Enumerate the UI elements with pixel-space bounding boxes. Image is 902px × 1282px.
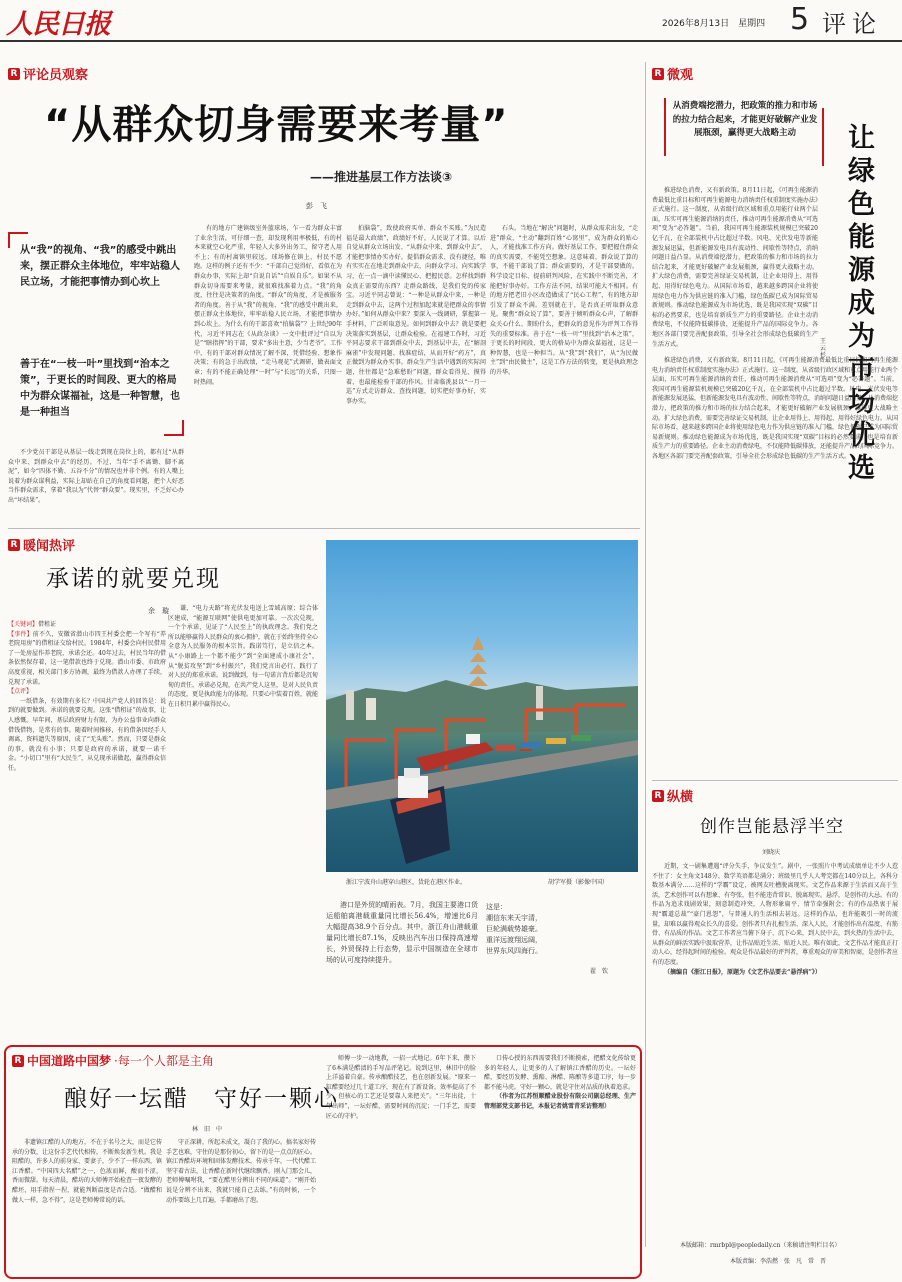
poem-line: 世界东风四海行。 xyxy=(486,947,542,955)
series-label: ·每一个人都是主角 xyxy=(114,1054,214,1068)
bottom-col-1 xyxy=(12,1138,162,1274)
paragraph: 拍脑袋”，致使政府买单、群众不买账。”为民造福是最大政绩”，政绩好不好，人民说了才算。以后自觉从群众立场出发、“从群众中来、到群众中去”，才能把事情办实办好。提倡群众需求、没有捷径，唯有实实在在地走到群众中去，向群众学习、向实践学习，在一点一滴中读懂民心、把握民意。怎样找到群众真正需要的东西？走群众路线，是我们党的传家宝。习近平同志曾说：“一种是从群众中来，一种是走到群众中去，这两个过程加起来就是把群众的事情办好。”如何从群众中来？要深入一线调研，掌握第一手材料，广泛听取意见。如何到群众中去？就是要把决策落实到基层，让群众检验。在福建工作时，习近平同志要求干部到群众中去，到基层中去，在“解剖麻雀”中发现问题、找准症结，从而开好“药方”，真正做到为群众办实事。群众生产生活中遇到的实际问题，往往都是“急难愁盼”问题，群众看得见、摸得着，也最能检验干部的作风。甘肃临洮县以“一月一巡”方式走访群众、查找问题，切实把好事办好，实事办实。 xyxy=(346,225,486,405)
top-col-2 xyxy=(194,224,342,524)
port-photo-illustration xyxy=(326,540,638,872)
right-pullquote-bracket-r xyxy=(822,108,824,166)
top-col-4 xyxy=(490,224,638,524)
bottom-author: 林 旧 中 xyxy=(192,1126,223,1133)
column-divider xyxy=(645,62,646,1247)
paragraph: 非遗镇江醋的人的地方，不在于名号之大，而是它传承的分数，让这份手艺代代相传，不断焕发新生机。我是阻醋的，许多人的前身家、要妻子，少不了一样东西，镇江香醋。“中国四大名醋”之一，色浓而鲜，酸而不涩，香而微甜。每天清晨，醋坊的大师傅开始检查一夜发酵的醋坯，用手指捏一捏，就能判断温度是否合适。“做醋和做人一样，急不得”，这是老师傅常说的话。 xyxy=(12,1139,162,1204)
top-col-3 xyxy=(346,224,486,524)
masthead xyxy=(0,0,902,44)
paragraph: 港口是外贸的晴雨表。7月，我国主要港口货运船舶离港载重量同比增长56.4%，增速比6月大幅提高38.9个百分点。其中，浙江舟山港载重量同比增长87.1%，反映出汽车出口保持高速增长，外贸保持上行态势，显示中国制造在全球市场的认可度持续提升。 xyxy=(326,901,478,964)
paragraph: 师傅一步一动地教，一招一式地记。6年下来，攒下了6本满是醋渍的手写品评笔记。说到这里，林旧中的脸上洋溢着自豪。传承酿醋技艺，也在创新发展。“原来一缸醋要经过几十道工序，现在有了新设备，效率提高了不少，但核心的工艺还是要靠人来把关”。“三年出徒，十年出师”，一坛好醋，需要时间的沉淀；一门手艺，需要匠心的守护。 xyxy=(326,1055,476,1120)
right-bottom-headline: 创作岂能悬浮半空 xyxy=(700,817,844,837)
author-note: （作者为江苏恒顺醋业股份有限公司副总经理、生产管理部党支部书记，本报记者姚雪青采访整理） xyxy=(484,1093,636,1110)
right-pullquote-bracket xyxy=(664,98,666,156)
event-label: 【事件】 xyxy=(8,630,33,638)
event-block xyxy=(8,630,166,688)
port-text xyxy=(326,900,478,1040)
section-label-text: 纵横 xyxy=(667,790,694,805)
issue-date: 2026年8月13日 星期四 xyxy=(662,19,766,29)
paragraph: 近期，文一剧集遭遇“评分失手，争议发生”。剧中，一张照片中考试成绩单让不少人惹不住了：女主角文148分、数学英语都是满分；班级里几乎人人考完都在140分以上，各科分数基本满分……这样的“学霸”设定，被网友吐槽脱离现实。文艺作品来源于生活而又高于生活，艺术创作可以有想象、有夸张，但不能违背常识、脱离现实。悬浮，是创作的大忌。有的作品为追求戏剧效果，刻意制造冲突，人物形象扁平、情节牵强附会；有的作品热衷于展现“霸道总裁”“豪门恩怨”，与普通人的生活相去甚远。这样的作品，也许能吸引一时的流量，却难以赢得观众长久的喜爱。创作者只有扎根生活、深入人民，才能创作出有温度、有筋骨、有品质的作品。文艺工作者应当俯下身子、沉下心来，到人民中去，到火热的生活中去，从群众的鲜活实践中汲取营养，让作品贴近生活、贴近人民。唯有如此，文艺作品才能真正打动人心，经得起时间的检验。观众是作品最好的评判者，尊重观众的审美和智商，是创作者应有的态度。 xyxy=(652,863,898,966)
section-label-text: 评论员观察 xyxy=(23,68,89,83)
page-name: 评论 xyxy=(822,10,882,38)
right-rule xyxy=(652,780,898,781)
pullquote-bracket-bottom xyxy=(164,434,184,436)
paragraph: 有的地方广建镇级室外篮球场，乍一看为群众丰富了业余生活，可仔细一查，却发现利用率极低，有的村本来就空心化严重，年轻人大多外出务工，留守老人用不上；有的村离镇里较远，球场修在镇上，村民不愿跑。这样的例子还有不少：“千部自己觉得好，看似在为群众办事，实际上却“自说自话”“自娱自乐”。如果不从群众切身需要来考量，就很难找准着力点。“我”的角度，往往是决策者的角度。“群众”的角度，才是被服务者的角度。善于从“我”的视角、“我”的感受中跳出来，摆正群众主体地位，牢牢站稳人民立场，才能把事情办到心坎上。为什么有的干部喜欢“拍脑袋”？上世纪90年代，习近平同志在《从政杂谈》一文中批评过“自以为是”“瞎指挥”的干部，要求“多出主意，少当老爷”。工作中，有的干部对群众情况了解不深，凭借经验、想象作决策；有的急于出政绩，“走马观花”式调研，做表面文章；有的不能正确处理“一时”与“长远”的关系，只图一时热闹。 xyxy=(194,225,342,386)
newspaper-logo: 人民日报 xyxy=(6,9,110,40)
poem-line: 这是： xyxy=(486,903,507,911)
poem-line: 潮信东来天宇清， xyxy=(486,914,542,922)
section-label-text: 中国道路中国梦 xyxy=(27,1054,112,1068)
paragraph: 不少党员干部是从基层一线走到现在岗位上的，都有过“从群众中来、到群众中去”的经历。不过，当年“手不离锄、脚不离泥”，如今“四体不勤、五谷不分”的情况也并非个例。有的人嘴上说着为群众谋利益，实际上却站在自己的角度看问题，把个人好恶当作群众需求，拿着“我以为”代替“群众要”。现实里，不乏好心办出“坏结果”。 xyxy=(8,449,184,504)
bottom-col-3 xyxy=(326,1054,476,1274)
r-badge-icon: R xyxy=(8,68,20,80)
top-col-1 xyxy=(8,448,184,528)
section-label-micro xyxy=(652,64,693,83)
comment-label: 【点评】 xyxy=(8,688,33,696)
paragraph: 石头。当地在“解决”问题时，从群众需求出发，“走进”群众，“主动”翻到百姓“心窝里”，成为群众的贴心人，才能找准工作方向。做好基层工作，要把握住群众的真实需要，不能凭空想象。这意味着，群众说了算的事，不能干部说了算；群众需要的，才是干部要做的。科学设定目标、提前研判风险，在实践中不断完善，才能把好事办好。工作方法不同，结果可能大不相同。有的地方把老旧小区改造做成了“民心工程”，有的地方却引发了群众不满。差别就在于，是否真正听取群众意见。聚焦“群众说了算”，要善于倾听群众心声，了解群众关心什么、期盼什么，把群众的意见作为评判工作得失的重要标准。善于在“一枝一叶”里找到“治本之策”，于更长的时间段、更大的格局中为群众谋福祉，这是一种智慧，也是一种担当。从“我”到“我们”，从“为民做主”到“由民做主”，这是工作方法的转变，更是执政理念的升华。 xyxy=(490,225,638,376)
port-photo xyxy=(326,540,638,872)
section-label-text: 暖闻热评 xyxy=(23,539,76,554)
right-top-body-a xyxy=(652,186,818,352)
pullquote-bracket-left xyxy=(8,232,10,248)
pullquote-2: 善于在“一枝一叶”里找到“治本之策”，于更长的时间段、更大的格局中为群众谋福祉，这是一种智慧，也是一种担当 xyxy=(20,359,180,418)
right-top-body-b xyxy=(652,356,898,776)
masthead-rule xyxy=(0,40,902,42)
section-label-vertical xyxy=(652,786,693,805)
poem-author: 翟 钦 xyxy=(590,968,609,975)
top-article-rule xyxy=(8,528,640,529)
pullquote-bracket-top xyxy=(8,232,28,234)
poem-line: 重洋远渡翔远阔， xyxy=(486,936,542,944)
paragraph: 推进绿色消费，又有新政策。8月11日起，《可再生能源消费最低比重目标和可再生能源电力消纳责任权重制度实施办法》正式施行。这一制度，从省级行政区域和重点用能行业两个层面，压实可再生能源消纳的责任，推动可再生能源消费从“可选项”变为“必答题”。当前，我国可再生能源装机规模已突破20亿千瓦，在全部装机中占比超过半数。风电、光伏发电等新能源发展迅猛，但新能源发电具有波动性、间歇性等特点，消纳问题日益凸显。从消费端挖潜力，把政策的推力和市场的拉力结合起来，才能更好破解产业发展瓶颈，赢得更大战略主动。扩大绿色消费，需要完善绿证交易机制，让企业用得上、用得起、用得好绿色电力。从国际市场看，越来越多跨国企业将使用绿色电力作为供应链的准入门槛，绿色低碳已成为国际贸易新规则。推动绿色能源成为市场优选，既是我国实现“双碳”目标的必然要求，也是培育新质生产力的重要路径。企业主动消费绿电，不仅能降低碳排放，还能提升产品的国际竞争力。各地区各部门要完善配套政策，引导全社会形成绿色低碳的生产生活方式。 xyxy=(652,357,898,460)
left-headline: 承诺的就要兑现 xyxy=(46,566,221,592)
event-text: 前不久，安徽省潜山市四王村委会把一个写有“养老院用房”的借租证交给村民。1984年，村委会向村民借用了一处房屋作养老院，承诺会还。40年过去，村民当年的借条依然保存着，这一笔借款也终于兑现。潜山市委、市政府高度重视，相关部门多方协调，最终为借款人办理了手续，兑现了承诺。 xyxy=(8,630,166,686)
bottom-headline: 酿好一坛醋 守好一颗心 xyxy=(64,1086,339,1112)
right-bottom-author: 刘晓庆 xyxy=(762,849,781,856)
left-col-1 xyxy=(8,620,166,1040)
poem-line: 巨轮满载势雄豪。 xyxy=(486,925,542,933)
right-pullquote: 从消费端挖潜力，把政策的推力和市场的拉力结合起来，才能更好破解产业发展瓶颈，赢得更大战略主动 xyxy=(672,101,818,138)
r-badge-icon: R xyxy=(652,68,664,80)
right-bottom-body xyxy=(652,862,898,1232)
page-number: 5 xyxy=(790,2,810,37)
bottom-col-4 xyxy=(484,1054,636,1274)
keywords-value: 借租证 xyxy=(38,621,57,628)
photo-credit: 胡学军摄（影像中国） xyxy=(548,879,609,886)
source-note: （摘编自《浙江日报》，原题为《文艺作品要去“悬浮病”》） xyxy=(664,968,821,976)
comment-text: 一纸借条，有效期有多长？中国共产党人的回答是：说到的就要做到。承诺的就要兑现。这张“借租证”的故事，让人感慨。早年间，基层政府财力有限，为办公益事业向群众借钱借物，是常有的事。随着时间推移，有的借条因经手人调离、资料遗失等原因，成了“无头账”。然而，只要是群众的事，就没有小事；只要是政府的承诺，就要一诺千金。“小切口”里有“大民生”，从兑现承诺做起，赢得群众信任。 xyxy=(8,697,166,772)
section-label-text: 微观 xyxy=(667,68,694,83)
top-author: 彭 飞 xyxy=(306,202,327,210)
footer-editors: 本版责编：李浩燃 张 凡 常 晋 xyxy=(730,1258,827,1265)
paragraph: 口传心授的东西需要我们不断摸索，把醋文化传给更多的年轻人，让更多的人了解镇江香醋的历史。一坛好醋，要经历发酵、熏醅、淋醋、陈酿等多道工序，每一步都不能马虎。守好一颗心，就是守住对品质的执着追求。 xyxy=(484,1055,636,1091)
top-headline: “从群众切身需要来考量” xyxy=(44,102,509,148)
section-label-warm xyxy=(8,535,75,554)
paragraph: 守正深耕，所起未成文，凝白了我的心。搞名家好传手艺也难，守住的是那份初心，留下的是一点点的匠心。镇江香醋坊环境和固体发酵技术，传承千年，一代代醋工坚守着古法，让香醋在新时代继续飘香。刚入门那会儿，老师傅嘱咐我，“要在醋里分辨出不同的味道”。“刚开始说是分辨不出来，我就只能自己去练。”有的时候，一个动作要练上几百遍，手都磨出了泡。 xyxy=(166,1139,316,1204)
pullquote-1: 从“我”的视角、“我”的感受中跳出来，摆正群众主体地位，牢牢站稳人民立场，才能把事情办到心坎上 xyxy=(20,245,180,288)
r-badge-icon: R xyxy=(652,790,664,802)
keywords-line xyxy=(8,620,166,630)
poem xyxy=(486,902,636,957)
r-badge-icon: R xyxy=(8,539,20,551)
right-top-headline: 让绿色能源成为市场优选 xyxy=(848,123,875,484)
bottom-col-2 xyxy=(166,1138,316,1274)
section-label-commentary xyxy=(8,64,88,83)
r-badge-icon: R xyxy=(12,1055,24,1067)
keywords-label: 【关键词】 xyxy=(8,621,39,628)
right-top-author: 王云杉 xyxy=(820,338,827,359)
left-col-2 xyxy=(168,604,318,1040)
top-subhead: ——推进基层工作方法谈③ xyxy=(310,170,453,184)
photo-caption: 浙江宁波舟山港穿山港区，货轮在港区作业。 xyxy=(346,879,467,886)
paragraph: 推进绿色消费，又有新政策。8月11日起，《可再生能源消费最低比重目标和可再生能源电力消纳责任权重制度实施办法》正式施行。这一制度，从省级行政区域和重点用能行业两个层面，压实可再生能源消纳的责任，推动可再生能源消费从“可选项”变为“必答题”。当前，我国可再生能源装机规模已突破20亿千瓦，在全部装机中占比超过半数。风电、光伏发电等新能源发展迅猛，但新能源发电具有波动性、间歇性等特点，消纳问题日益凸显。从消费端挖潜力，把政策的推力和市场的拉力结合起来，才能更好破解产业发展瓶颈，赢得更大战略主动。扩大绿色消费，需要完善绿证交易机制，让企业用得上、用得起、用得好绿色电力。从国际市场看，越来越多跨国企业将使用绿色电力作为供应链的准入门槛，绿色低碳已成为国际贸易新规则。推动绿色能源成为市场优选，既是我国实现“双碳”目标的必然要求，也是培育新质生产力的重要路径。企业主动消费绿电，不仅能降低碳排放，还能提升产品的国际竞争力。各地区各部门要完善配套政策，引导全社会形成绿色低碳的生产生活方式。 xyxy=(652,187,818,348)
footer-email: 本版邮箱：rmrbpl@peopledaily.cn（来稿请注明栏目名） xyxy=(680,1242,841,1249)
section-label-china-dream xyxy=(12,1052,214,1069)
paragraph: 谦，“电力天路”将光伏发电送上雪域高原；综合体区建成，“能源互联网”使供电更加可靠。一次次兑现，一个个承诺，见证了“人民至上”的执政理念。我们党之所以能够赢得人民群众的衷心拥护，就在于始终坚持全心全意为人民服务的根本宗旨。践诺笃行，是立信之本。从“小康路上一个都不能少”到“全面建成小康社会”，从“脱贫攻坚”到“乡村振兴”，我们党言出必行，践行了对人民的郑重承诺。说到做到，每一句诺言背后都是沉甸甸的责任。承诺必兑现，在共产党人这里，是对人民负责的态度，更是执政能力的体现。只要心中装着百姓，就能在日积月累中赢得民心。 xyxy=(168,605,318,708)
pullquote-bracket-right xyxy=(182,420,184,436)
left-author: 余 璇 xyxy=(148,607,169,615)
